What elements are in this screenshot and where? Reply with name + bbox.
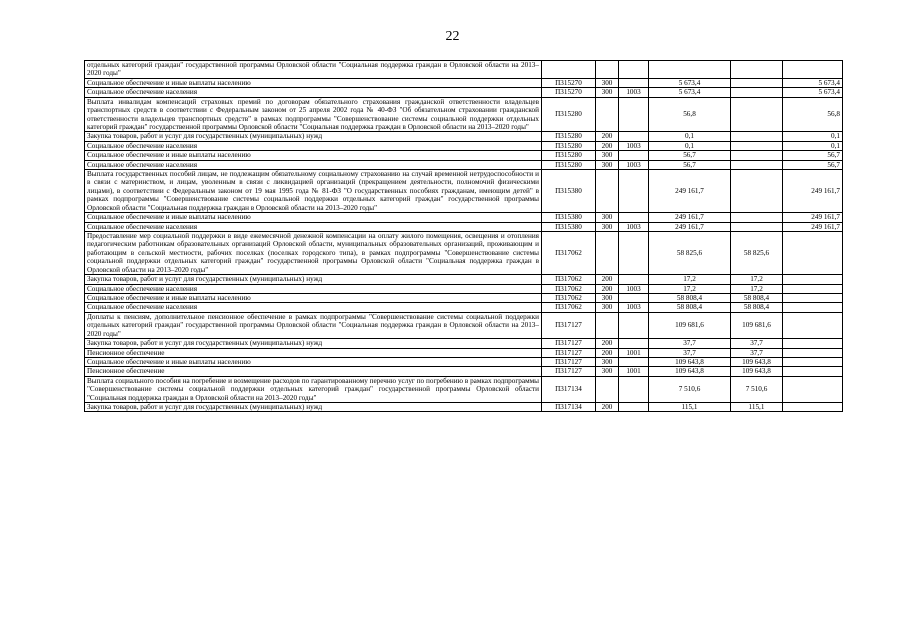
amount-federal-cell bbox=[731, 151, 783, 160]
table-row bbox=[85, 61, 843, 79]
expense-group-cell: 300 bbox=[596, 88, 619, 97]
expense-name-cell: Закупка товаров, работ и услуг для государственных (муниципальных) нужд bbox=[85, 339, 542, 348]
amount-regional-cell: 5 673,4 bbox=[783, 78, 843, 87]
table-row bbox=[85, 232, 843, 275]
section-cell bbox=[619, 275, 649, 284]
amount-regional-cell: 5 673,4 bbox=[783, 88, 843, 97]
amount-total-cell bbox=[649, 61, 731, 79]
expense-name-cell: Закупка товаров, работ и услуг для государственных (муниципальных) нужд bbox=[85, 403, 542, 412]
table-row bbox=[85, 357, 843, 366]
expense-name-cell: Закупка товаров, работ и услуг для государственных (муниципальных) нужд bbox=[85, 132, 542, 141]
expense-group-cell bbox=[596, 170, 619, 213]
expense-name-cell: отдельных категорий граждан" государственной программы Орловской области "Социальная поддержка граждан в Орловской области на 2013–2020 годы" bbox=[85, 61, 542, 79]
amount-total-cell: 56,7 bbox=[649, 151, 731, 160]
amount-total-cell: 58 825,6 bbox=[649, 232, 731, 275]
amount-regional-cell bbox=[783, 357, 843, 366]
target-article-cell: П315280 bbox=[542, 97, 596, 132]
table-row bbox=[85, 160, 843, 169]
target-article-cell: П317127 bbox=[542, 339, 596, 348]
section-cell bbox=[619, 97, 649, 132]
amount-regional-cell bbox=[783, 284, 843, 293]
expense-group-cell: 300 bbox=[596, 160, 619, 169]
section-cell bbox=[619, 312, 649, 338]
expense-group-cell bbox=[596, 97, 619, 132]
expense-group-cell: 200 bbox=[596, 403, 619, 412]
amount-total-cell: 5 673,4 bbox=[649, 78, 731, 87]
amount-federal-cell bbox=[731, 213, 783, 222]
target-article-cell: П315280 bbox=[542, 141, 596, 150]
target-article-cell: П315270 bbox=[542, 88, 596, 97]
amount-regional-cell: 249 161,7 bbox=[783, 170, 843, 213]
amount-regional-cell: 56,7 bbox=[783, 151, 843, 160]
amount-total-cell: 37,7 bbox=[649, 339, 731, 348]
table-body bbox=[85, 61, 843, 412]
expense-group-cell: 300 bbox=[596, 367, 619, 376]
expense-group-cell bbox=[596, 312, 619, 338]
expense-group-cell: 200 bbox=[596, 132, 619, 141]
expense-name-cell: Социальное обеспечение населения bbox=[85, 88, 542, 97]
expense-name-cell: Предоставление мер социальной поддержки в виде ежемесячной денежной компенсации на оплату жилого помещения, освещения и отопления педагогическим работникам образовательных организаций Орловской области, муниципальных образовательных организаций, проживающим и работающим в сельской местности, рабочих поселках (поселках городского типа), в рамках подпрограммы "Совершенствование системы социальной поддержки отдельных категорий граждан" государственной программы Орловской области "Социальная поддержка граждан в Орловской области на 2013–2020 годы" bbox=[85, 232, 542, 275]
expense-group-cell: 200 bbox=[596, 284, 619, 293]
section-cell bbox=[619, 61, 649, 79]
table-row bbox=[85, 170, 843, 213]
expense-name-cell: Выплата государственных пособий лицам, не подлежащим обязательному социальному страхованию на случай временной нетрудоспособности и в связи с материнством, и лицам, уволенным в связи с ликвидацией организаций (прекращением деятельности, полномочий физическими лицами), в соответствии с Федеральным законом от 19 мая 1995 года № 81-ФЗ "О государственных пособиях гражданам, имеющим детей" в рамках подпрограммы "Совершенствование системы социальной поддержки отдельных категорий граждан" государственной программы Орловской области "Социальная поддержка граждан в Орловской области на 2013–2020 годы" bbox=[85, 170, 542, 213]
expense-name-cell: Социальное обеспечение и иные выплаты населению bbox=[85, 78, 542, 87]
table-row bbox=[85, 367, 843, 376]
target-article-cell: П317062 bbox=[542, 303, 596, 312]
section-cell bbox=[619, 78, 649, 87]
amount-total-cell: 56,8 bbox=[649, 97, 731, 132]
expense-name-cell: Социальное обеспечение населения bbox=[85, 284, 542, 293]
amount-regional-cell bbox=[783, 303, 843, 312]
table-row bbox=[85, 97, 843, 132]
expense-name-cell: Закупка товаров, работ и услуг для государственных (муниципальных) нужд bbox=[85, 275, 542, 284]
amount-federal-cell bbox=[731, 78, 783, 87]
section-cell: 1003 bbox=[619, 141, 649, 150]
expense-name-cell: Социальное обеспечение и иные выплаты населению bbox=[85, 213, 542, 222]
amount-regional-cell bbox=[783, 293, 843, 302]
amount-regional-cell: 56,7 bbox=[783, 160, 843, 169]
amount-regional-cell bbox=[783, 339, 843, 348]
section-cell: 1003 bbox=[619, 284, 649, 293]
amount-federal-cell bbox=[731, 97, 783, 132]
section-cell: 1001 bbox=[619, 367, 649, 376]
target-article-cell: П315380 bbox=[542, 222, 596, 231]
expense-group-cell: 200 bbox=[596, 348, 619, 357]
target-article-cell: П317134 bbox=[542, 403, 596, 412]
target-article-cell: П317062 bbox=[542, 275, 596, 284]
section-cell bbox=[619, 339, 649, 348]
table-row bbox=[85, 213, 843, 222]
amount-total-cell: 37,7 bbox=[649, 348, 731, 357]
target-article-cell: П317127 bbox=[542, 367, 596, 376]
target-article-cell: П315280 bbox=[542, 160, 596, 169]
table-row bbox=[85, 275, 843, 284]
expense-group-cell bbox=[596, 61, 619, 79]
expense-name-cell: Социальное обеспечение населения bbox=[85, 303, 542, 312]
expense-name-cell: Социальное обеспечение населения bbox=[85, 141, 542, 150]
expense-name-cell: Социальное обеспечение и иные выплаты населению bbox=[85, 151, 542, 160]
expense-group-cell bbox=[596, 376, 619, 402]
section-cell: 1003 bbox=[619, 303, 649, 312]
target-article-cell: П315380 bbox=[542, 213, 596, 222]
amount-regional-cell bbox=[783, 61, 843, 79]
expense-group-cell: 300 bbox=[596, 78, 619, 87]
expense-name-cell: Выплата социального пособия на погребение и возмещение расходов по гарантированному перечню услуг по погребению в рамках подпрограммы "Совершенствование системы социальной поддержки отдельных категорий граждан" государственной программы Орловской области "Социальная поддержка граждан в Орловской области на 2013–2020 годы" bbox=[85, 376, 542, 402]
amount-regional-cell bbox=[783, 367, 843, 376]
expense-group-cell: 300 bbox=[596, 357, 619, 366]
section-cell bbox=[619, 357, 649, 366]
target-article-cell: П317062 bbox=[542, 232, 596, 275]
expense-group-cell: 300 bbox=[596, 303, 619, 312]
section-cell: 1003 bbox=[619, 222, 649, 231]
amount-federal-cell: 109 643,8 bbox=[731, 367, 783, 376]
amount-total-cell: 7 510,6 bbox=[649, 376, 731, 402]
amount-regional-cell bbox=[783, 232, 843, 275]
amount-total-cell: 17,2 bbox=[649, 284, 731, 293]
table-row bbox=[85, 339, 843, 348]
amount-total-cell: 58 808,4 bbox=[649, 293, 731, 302]
amount-federal-cell: 7 510,6 bbox=[731, 376, 783, 402]
amount-federal-cell bbox=[731, 61, 783, 79]
target-article-cell: П317127 bbox=[542, 312, 596, 338]
section-cell bbox=[619, 403, 649, 412]
expense-name-cell: Выплата инвалидам компенсаций страховых премий по договорам обязательного страхования гражданской ответственности владельцев транспортных средств в соответствии с Федеральным законом от 25 апреля 2002 года № 40-ФЗ "Об обязательном страховании гражданской ответственности владельцев транспортных средств" в рамках подпрограммы "Совершенствование системы социальной поддержки отдельных категорий граждан" государственной программы Орловской области "Социальная поддержка граждан в Орловской области на 2013–2020 годы" bbox=[85, 97, 542, 132]
table-row bbox=[85, 151, 843, 160]
expense-name-cell: Доплаты к пенсиям, дополнительное пенсионное обеспечение в рамках подпрограммы "Совершенствование системы социальной поддержки отдельных категорий граждан" государственной программы Орловской области "Социальная поддержка граждан в Орловской области на 2013–2020 годы" bbox=[85, 312, 542, 338]
target-article-cell: П317134 bbox=[542, 376, 596, 402]
expense-group-cell: 200 bbox=[596, 339, 619, 348]
target-article-cell: П315270 bbox=[542, 78, 596, 87]
amount-federal-cell: 37,7 bbox=[731, 339, 783, 348]
target-article-cell: П315280 bbox=[542, 151, 596, 160]
amount-regional-cell bbox=[783, 312, 843, 338]
amount-regional-cell bbox=[783, 376, 843, 402]
section-cell: 1001 bbox=[619, 348, 649, 357]
amount-total-cell: 109 643,8 bbox=[649, 357, 731, 366]
amount-federal-cell: 37,7 bbox=[731, 348, 783, 357]
amount-total-cell: 109 643,8 bbox=[649, 367, 731, 376]
section-cell bbox=[619, 170, 649, 213]
amount-federal-cell: 17,2 bbox=[731, 284, 783, 293]
table-row bbox=[85, 376, 843, 402]
expense-name-cell: Социальное обеспечение и иные выплаты населению bbox=[85, 293, 542, 302]
amount-federal-cell: 109 643,8 bbox=[731, 357, 783, 366]
amount-federal-cell bbox=[731, 160, 783, 169]
amount-total-cell: 58 808,4 bbox=[649, 303, 731, 312]
page-number: 22 bbox=[445, 29, 460, 44]
expense-name-cell: Социальное обеспечение и иные выплаты населению bbox=[85, 357, 542, 366]
budget-table bbox=[84, 60, 843, 412]
amount-regional-cell: 0,1 bbox=[783, 141, 843, 150]
amount-regional-cell: 56,8 bbox=[783, 97, 843, 132]
expense-group-cell bbox=[596, 232, 619, 275]
amount-total-cell: 115,1 bbox=[649, 403, 731, 412]
target-article-cell: П317062 bbox=[542, 293, 596, 302]
expense-group-cell: 300 bbox=[596, 222, 619, 231]
amount-total-cell: 249 161,7 bbox=[649, 222, 731, 231]
amount-total-cell: 109 681,6 bbox=[649, 312, 731, 338]
section-cell: 1003 bbox=[619, 88, 649, 97]
amount-federal-cell bbox=[731, 170, 783, 213]
table-row bbox=[85, 403, 843, 412]
expense-name-cell: Социальное обеспечение населения bbox=[85, 222, 542, 231]
target-article-cell: П317062 bbox=[542, 284, 596, 293]
amount-regional-cell bbox=[783, 403, 843, 412]
expense-group-cell: 300 bbox=[596, 151, 619, 160]
table-row bbox=[85, 303, 843, 312]
amount-federal-cell: 58 808,4 bbox=[731, 303, 783, 312]
table-row bbox=[85, 88, 843, 97]
amount-regional-cell bbox=[783, 348, 843, 357]
table-row bbox=[85, 293, 843, 302]
target-article-cell bbox=[542, 61, 596, 79]
amount-federal-cell: 115,1 bbox=[731, 403, 783, 412]
amount-total-cell: 56,7 bbox=[649, 160, 731, 169]
section-cell bbox=[619, 232, 649, 275]
amount-federal-cell: 17,2 bbox=[731, 275, 783, 284]
target-article-cell: П317127 bbox=[542, 348, 596, 357]
expense-name-cell: Пенсионное обеспечение bbox=[85, 348, 542, 357]
target-article-cell: П315280 bbox=[542, 132, 596, 141]
expense-group-cell: 300 bbox=[596, 293, 619, 302]
section-cell bbox=[619, 376, 649, 402]
amount-federal-cell bbox=[731, 222, 783, 231]
amount-federal-cell bbox=[731, 132, 783, 141]
section-cell: 1003 bbox=[619, 160, 649, 169]
expense-name-cell: Социальное обеспечение населения bbox=[85, 160, 542, 169]
amount-federal-cell bbox=[731, 141, 783, 150]
amount-regional-cell: 249 161,7 bbox=[783, 213, 843, 222]
table-row bbox=[85, 348, 843, 357]
amount-total-cell: 249 161,7 bbox=[649, 213, 731, 222]
amount-regional-cell: 0,1 bbox=[783, 132, 843, 141]
amount-total-cell: 5 673,4 bbox=[649, 88, 731, 97]
table-row bbox=[85, 78, 843, 87]
section-cell bbox=[619, 293, 649, 302]
amount-total-cell: 0,1 bbox=[649, 141, 731, 150]
amount-federal-cell bbox=[731, 88, 783, 97]
table-row bbox=[85, 222, 843, 231]
expense-name-cell: Пенсионное обеспечение bbox=[85, 367, 542, 376]
amount-federal-cell: 109 681,6 bbox=[731, 312, 783, 338]
amount-federal-cell: 58 808,4 bbox=[731, 293, 783, 302]
target-article-cell: П317127 bbox=[542, 357, 596, 366]
table-row bbox=[85, 284, 843, 293]
amount-total-cell: 249 161,7 bbox=[649, 170, 731, 213]
expense-group-cell: 200 bbox=[596, 275, 619, 284]
amount-regional-cell: 249 161,7 bbox=[783, 222, 843, 231]
table-row bbox=[85, 132, 843, 141]
expense-group-cell: 200 bbox=[596, 141, 619, 150]
expense-group-cell: 300 bbox=[596, 213, 619, 222]
table-row bbox=[85, 312, 843, 338]
amount-federal-cell: 58 825,6 bbox=[731, 232, 783, 275]
amount-total-cell: 0,1 bbox=[649, 132, 731, 141]
table-row bbox=[85, 141, 843, 150]
target-article-cell: П315380 bbox=[542, 170, 596, 213]
amount-total-cell: 17,2 bbox=[649, 275, 731, 284]
section-cell bbox=[619, 132, 649, 141]
amount-regional-cell bbox=[783, 275, 843, 284]
section-cell bbox=[619, 213, 649, 222]
section-cell bbox=[619, 151, 649, 160]
